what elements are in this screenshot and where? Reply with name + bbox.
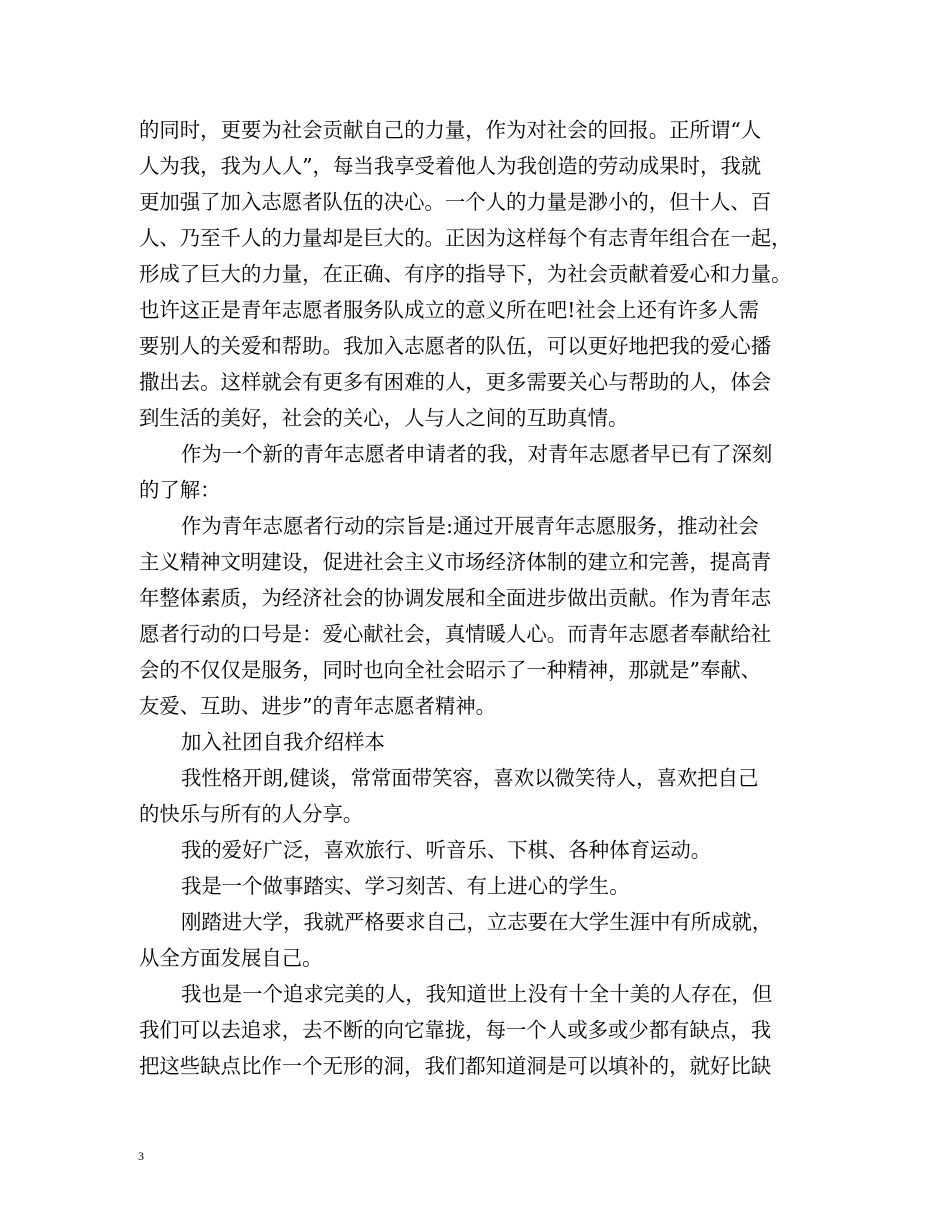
- text-line: 到生活的美好，社会的关心，人与人之间的互助真情。: [139, 406, 629, 430]
- section-heading: 加入社团自我介绍样本: [181, 730, 385, 754]
- text-line: 更加强了加入志愿者队伍的决心。一个人的力量是渺小的，但十人、百: [139, 190, 772, 214]
- page-number: 3: [138, 1149, 144, 1163]
- text-line: 友爱、互助、进步”的青年志愿者精神。: [139, 694, 497, 718]
- text-line: 我的爱好广泛，喜欢旅行、听音乐、下棋、各种体育运动。: [181, 838, 712, 862]
- text-line: 愿者行动的口号是：爱心献社会，真情暖人心。而青年志愿者奉献给社: [139, 622, 772, 646]
- text-line: 作为一个新的青年志愿者申请者的我，对青年志愿者早已有了深刻: [181, 442, 773, 466]
- text-line: 形成了巨大的力量，在正确、有序的指导下，为社会贡献着爱心和力量。: [139, 262, 792, 286]
- text-line: 从全方面发展自己。: [139, 946, 323, 970]
- text-line: 的了解：: [139, 478, 221, 502]
- text-line: 会的不仅仅是服务，同时也向全社会昭示了一种精神，那就是”奉献、: [139, 658, 762, 682]
- text-line: 的快乐与所有的人分享。: [139, 802, 364, 826]
- text-line: 我也是一个追求完美的人，我知道世上没有十全十美的人存在，但: [181, 982, 773, 1006]
- text-line: 人为我，我为人人”，每当我享受着他人为我创造的劳动成果时，我就: [139, 154, 762, 178]
- text-line: 年整体素质，为经济社会的协调发展和全面进步做出贡献。作为青年志: [139, 586, 772, 610]
- text-line: 作为青年志愿者行动的宗旨是:通过开展青年志愿服务，推动社会: [181, 514, 759, 538]
- text-line: 的同时，更要为社会贡献自己的力量，作为对社会的回报。正所谓“人: [139, 118, 762, 142]
- text-line: 撒出去。这样就会有更多有困难的人，更多需要关心与帮助的人，体会: [139, 370, 772, 394]
- text-line: 把这些缺点比作一个无形的洞，我们都知道洞是可以填补的，就好比缺: [139, 1054, 772, 1078]
- text-line: 刚踏进大学，我就严格要求自己，立志要在大学生涯中有所成就，: [181, 910, 773, 934]
- text-line: 主义精神文明建设，促进社会主义市场经济体制的建立和完善，提高青: [139, 550, 772, 574]
- text-line: 也许这正是青年志愿者服务队成立的意义所在吧!社会上还有许多人需: [139, 298, 759, 322]
- text-line: 我性格开朗,健谈，常常面带笑容，喜欢以微笑待人，喜欢把自己: [181, 766, 759, 790]
- text-line: 人、乃至千人的力量却是巨大的。正因为这样每个有志青年组合在一起，: [139, 226, 792, 250]
- text-line: 我是一个做事踏实、学习刻苦、有上进心的学生。: [181, 874, 630, 898]
- text-line: 我们可以去追求，去不断的向它靠拢，每一个人或多或少都有缺点，我: [139, 1018, 772, 1042]
- text-line: 要别人的关爱和帮助。我加入志愿者的队伍，可以更好地把我的爱心播: [139, 334, 772, 358]
